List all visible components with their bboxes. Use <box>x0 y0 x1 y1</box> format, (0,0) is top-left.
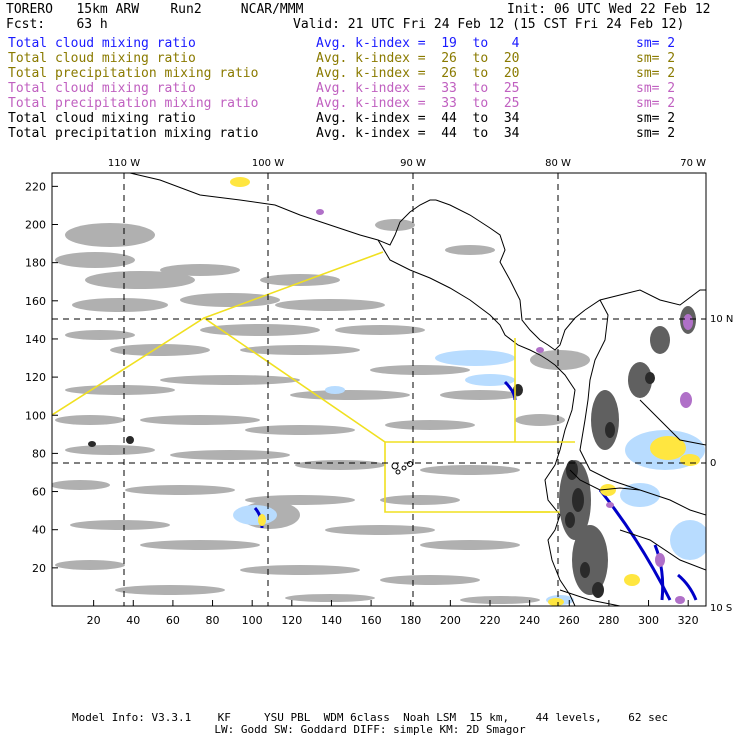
legend-smoothing: sm= 2 <box>636 51 676 66</box>
legend-label: Total cloud mixing ratio <box>8 81 196 96</box>
latitude-label: 10 S <box>710 603 733 614</box>
x-tick-label: 220 <box>479 614 501 627</box>
valid-time: Valid: 21 UTC Fri 24 Feb 12 (15 CST Fri 24 Feb 12) <box>293 17 685 32</box>
legend-smoothing: sm= 2 <box>636 66 676 81</box>
x-axis <box>87 600 699 627</box>
x-tick-label: 300 <box>638 614 660 627</box>
y-tick-label: 160 <box>25 294 46 308</box>
legend-label: Total cloud mixing ratio <box>8 111 196 126</box>
legend-k-index: Avg. k-index = 33 to 25 <box>316 96 520 111</box>
latitude-label: 0 <box>710 458 717 469</box>
model-run-title: TORERO 15km ARW Run2 NCAR/MMM <box>6 2 304 17</box>
y-tick-label: 60 <box>32 485 46 499</box>
x-tick-label: 140 <box>320 614 342 627</box>
legend-label: Total precipitation mixing ratio <box>8 96 259 111</box>
x-tick-label: 40 <box>126 614 141 627</box>
x-tick-label: 60 <box>165 614 180 627</box>
longitude-labels <box>108 158 706 169</box>
y-axis <box>25 180 58 574</box>
x-tick-label: 100 <box>241 614 263 627</box>
legend-smoothing: sm= 2 <box>636 111 676 126</box>
legend-k-index: Avg. k-index = 26 to 20 <box>316 51 520 66</box>
legend-k-index: Avg. k-index = 33 to 25 <box>316 81 520 96</box>
y-tick-label: 200 <box>25 218 46 232</box>
x-tick-label: 280 <box>598 614 620 627</box>
model-info: Model Info: V3.3.1 KF YSU PBL WDM 6class Noah LSM 15 km, 44 levels, 62 sec <box>71 711 669 724</box>
y-tick-label: 120 <box>25 371 46 385</box>
longitude-label: 90 W <box>400 158 426 169</box>
legend-smoothing: sm= 2 <box>636 126 676 141</box>
legend-smoothing: sm= 2 <box>636 36 676 51</box>
legend-label: Total cloud mixing ratio <box>8 36 196 51</box>
x-tick-label: 180 <box>400 614 422 627</box>
x-tick-label: 80 <box>205 614 220 627</box>
legend-label: Total precipitation mixing ratio <box>8 126 259 141</box>
y-tick-label: 140 <box>25 332 46 346</box>
y-tick-label: 180 <box>25 256 46 270</box>
latitude-labels <box>710 314 733 614</box>
longitude-label: 100 W <box>251 158 285 169</box>
latitude-label: 10 N <box>710 314 734 325</box>
legend-k-index: Avg. k-index = 26 to 20 <box>316 66 520 81</box>
legend-k-index: Avg. k-index = 19 to 4 <box>316 36 520 51</box>
y-tick-label: 80 <box>32 447 46 461</box>
x-tick-label: 120 <box>281 614 303 627</box>
legend-label: Total cloud mixing ratio <box>8 51 196 66</box>
longitude-label: 70 W <box>680 158 706 169</box>
y-tick-label: 100 <box>25 409 46 423</box>
y-tick-label: 220 <box>25 180 46 194</box>
legend-label: Total precipitation mixing ratio <box>8 66 259 81</box>
init-time: Init: 06 UTC Wed 22 Feb 12 <box>507 2 711 17</box>
physics-info: LW: Godd SW: Goddard DIFF: simple KM: 2D Smagor <box>214 723 526 736</box>
x-tick-label: 20 <box>86 614 101 627</box>
legend-smoothing: sm= 2 <box>636 96 676 111</box>
legend-k-index: Avg. k-index = 44 to 34 <box>316 126 520 141</box>
y-tick-label: 40 <box>32 523 46 537</box>
longitude-label: 80 W <box>545 158 571 169</box>
x-tick-label: 200 <box>439 614 461 627</box>
x-tick-label: 240 <box>519 614 541 627</box>
x-tick-label: 260 <box>558 614 580 627</box>
x-tick-label: 160 <box>360 614 382 627</box>
legend-k-index: Avg. k-index = 44 to 34 <box>316 111 520 126</box>
longitude-label: 110 W <box>107 158 141 169</box>
x-tick-label: 320 <box>677 614 699 627</box>
y-tick-label: 20 <box>32 561 46 575</box>
legend-smoothing: sm= 2 <box>636 81 676 96</box>
forecast-hour: Fcst: 63 h <box>6 17 108 32</box>
cloud-field <box>50 219 590 604</box>
